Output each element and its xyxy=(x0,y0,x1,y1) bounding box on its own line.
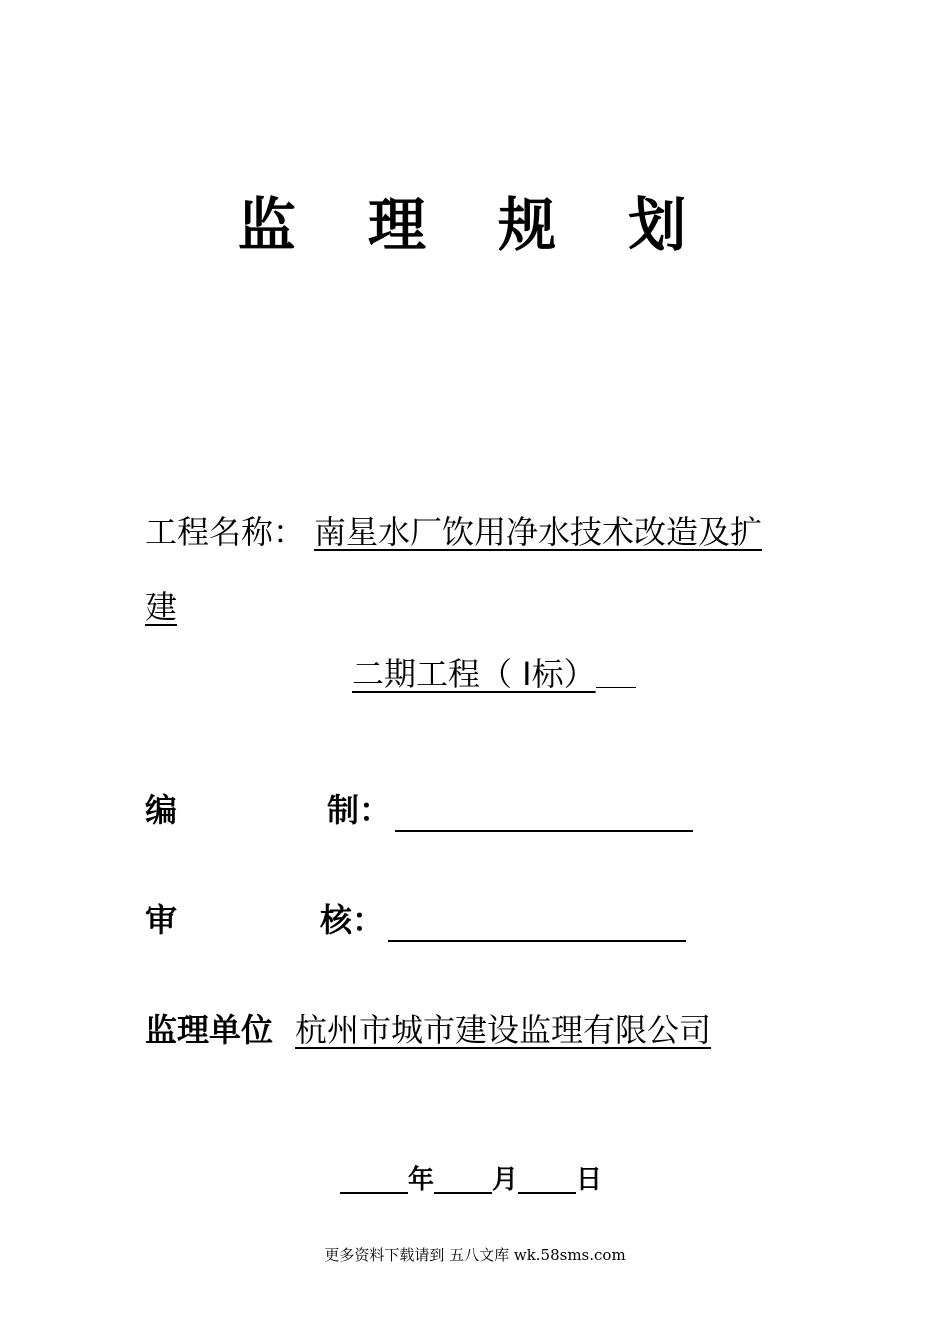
project-name-line-2: 建 xyxy=(145,588,178,626)
day-label: 日 xyxy=(576,1165,603,1195)
reviewer-label-b: 核： xyxy=(320,901,385,939)
month-blank-line xyxy=(434,1162,492,1194)
reviewer-row xyxy=(145,898,686,942)
date-row xyxy=(340,1162,602,1198)
day-blank-line xyxy=(518,1162,576,1194)
editor-blank-line xyxy=(395,794,693,832)
footer-note: 更多资料下载请到 五八文库 wk.58sms.com xyxy=(324,1246,626,1264)
project-name-underline-tail xyxy=(596,657,636,688)
year-label: 年 xyxy=(408,1165,435,1195)
editor-label-b: 制： xyxy=(327,791,392,829)
editor-label-a: 编 xyxy=(145,791,178,829)
page-title: 监 理 规 划 xyxy=(237,191,713,259)
year-blank-line xyxy=(340,1162,408,1194)
project-name-line-1: 南星水厂饮用净水技术改造及扩 xyxy=(314,513,763,551)
supervision-unit-value: 杭州市城市建设监理有限公司 xyxy=(295,1011,712,1049)
supervision-unit-label: 监理单位 xyxy=(145,1011,274,1049)
month-label: 月 xyxy=(492,1165,519,1195)
reviewer-blank-line xyxy=(388,904,686,942)
project-name-label: 工程名称： xyxy=(145,513,306,551)
project-name-line-3-text: 二期工程（ Ⅰ标） xyxy=(352,655,596,693)
project-name-line-3 xyxy=(352,652,636,696)
reviewer-label-a: 审 xyxy=(145,901,178,939)
supervision-unit-row xyxy=(145,1008,711,1052)
editor-row xyxy=(145,788,693,832)
